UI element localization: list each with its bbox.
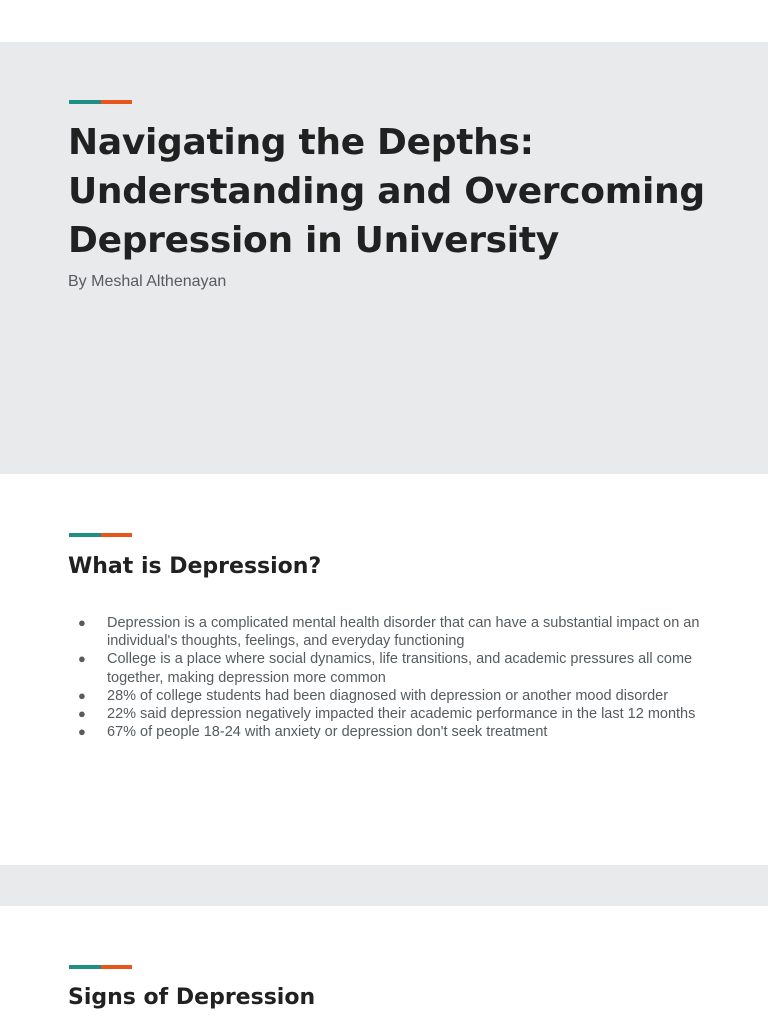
bullet-icon: ●: [78, 615, 86, 630]
bullet-icon: ●: [78, 687, 86, 703]
accent-orange-segment: [101, 533, 132, 537]
list-item-text: Depression is a complicated mental health disorder that can have a substantial impact on an individual's thoughts, feelings, and everyday functioning: [107, 615, 700, 650]
list-item-text: 67% of people 18-24 with anxiety or depression don't seek treatment: [107, 724, 548, 741]
bullet-icon: ●: [78, 651, 86, 667]
slide-separator-band: [0, 865, 768, 906]
bullet-icon: ●: [78, 724, 86, 740]
list-item: [78, 705, 703, 723]
title-accent-bar: [69, 100, 132, 104]
what-is-depression-slide: [0, 474, 768, 865]
list-item: [78, 650, 703, 686]
accent-teal-segment: [69, 965, 101, 969]
bullet-list: [78, 614, 703, 741]
list-item-text: College is a place where social dynamics, life transitions, and academic pressures all come together, making depression more common: [107, 651, 693, 686]
list-item: [78, 687, 703, 705]
list-item: [78, 723, 703, 741]
section-heading: What is Depression?: [68, 554, 322, 579]
section-accent-bar: [69, 533, 132, 537]
list-item: [78, 614, 703, 650]
list-item-text: 22% said depression negatively impacted their academic performance in the last 12 months: [107, 706, 696, 723]
signs-of-depression-slide: [0, 906, 768, 1024]
title-slide: [0, 42, 768, 474]
list-item-text: 28% of college students had been diagnosed with depression or another mood disorder: [107, 687, 669, 704]
section-heading: Signs of Depression: [68, 985, 316, 1010]
top-gap: [0, 0, 768, 42]
bullet-icon: ●: [78, 706, 86, 722]
author-byline: By Meshal Althenayan: [68, 273, 227, 290]
accent-orange-segment: [101, 965, 132, 969]
presentation-title: Navigating the Depths: Understanding and Overcoming Depression in University: [68, 122, 705, 261]
accent-orange-segment: [101, 100, 132, 104]
accent-teal-segment: [69, 100, 101, 104]
section-accent-bar: [69, 965, 132, 969]
accent-teal-segment: [69, 533, 101, 537]
